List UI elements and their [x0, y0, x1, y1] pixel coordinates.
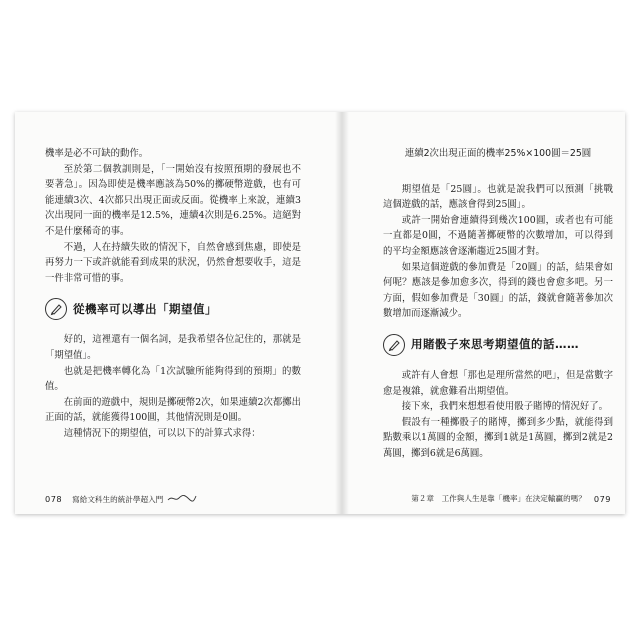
section-heading [45, 298, 301, 320]
section-heading-text: 用賭骰子來思考期望值的話…… [411, 337, 579, 352]
page-number: 078 [45, 494, 63, 504]
paragraph: 好的，這裡還有一個名詞，是我希望各位記住的，那就是「期望值」。 [45, 334, 301, 361]
pen-icon [383, 334, 405, 356]
paragraph: 這種情況下的期望值，可以以下的計算式求得： [63, 427, 261, 439]
section-heading [383, 334, 613, 356]
pen-icon [45, 298, 67, 320]
left-text-column [45, 146, 301, 442]
right-page [335, 112, 625, 514]
paragraph: 機率是必不可缺的動作。 [45, 148, 149, 159]
paragraph: 接下來，我們來想想看使用骰子賭博的情況好了。 [401, 401, 609, 413]
signature-scribble-icon [167, 493, 197, 505]
left-page [15, 112, 335, 514]
paragraph: 或許一開始會連續得到幾次100圓，或者也有可能一直都是0圓，不過隨著擲硬幣的次數增加，可以得到的平均金額應該會逐漸趨近25圓才對。 [383, 214, 613, 257]
chapter-title: 第２章 工作與人生是靠「機率」在決定輸贏的嗎？ [411, 494, 586, 503]
section-heading-text: 從機率可以導出「期望值」 [73, 301, 217, 316]
left-footer [45, 493, 197, 505]
paragraph: 期望值是「25圓」。也就是說我們可以預測「挑戰這個遊戲的話，應該會得到25圓」。 [383, 183, 613, 211]
paragraph: 或許有人會想「那也是理所當然的吧」，但是當數字愈是複雜，就愈難看出期望值。 [383, 369, 613, 397]
paragraph: 如果這個遊戲的參加費是「20圓」的話，結果會如何呢？應該是參加愈多次，得到的錢也會愈多吧。另一方面，假如參加費是「30圓」的話，錢就會隨著參加次數增加而逐漸減少。 [383, 261, 613, 320]
book-spread [15, 112, 625, 514]
paragraph: 假設有一種擲骰子的賭博，擲到多少點，就能得到點數乘以1萬圓的金額，擲到1就是1萬圓，擲到2就是2萬圓，擲到6就是6萬圓。 [383, 416, 613, 459]
paragraph: 也就是把機率轉化為「1次試驗所能夠得到的預期」的數值。 [45, 365, 301, 393]
formula: 連續2次出現正面的機率25%×100圓＝25圓 [404, 148, 592, 159]
right-footer [411, 493, 611, 504]
page-number: 079 [593, 493, 611, 504]
right-text-column [383, 146, 613, 462]
paragraph: 至於第二個教訓則是，「一開始沒有按照預期的發展也不要著急」。因為即使是機率應該為50%的擲硬幣遊戲，也有可能連續3次、4次都只出現正面或反面。從機率上來說，連續3次出現同一面的機率是12.5%，連續4次則是6.25%。這絕對不是什麼稀奇的事。 [45, 163, 301, 237]
book-title: 寫給文科生的統計學超入門 [72, 494, 164, 504]
paragraph: 不過，人在持續失敗的情況下，自然會感到焦慮，即使是再努力一下或許就能看到成果的狀況，仍然會想要收手，這是一件非常可惜的事。 [45, 241, 301, 284]
paragraph: 在前面的遊戲中，規則是擲硬幣2次，如果連續2次都擲出正面的話，就能獲得100圓，其他情況則是0圓。 [45, 396, 301, 424]
